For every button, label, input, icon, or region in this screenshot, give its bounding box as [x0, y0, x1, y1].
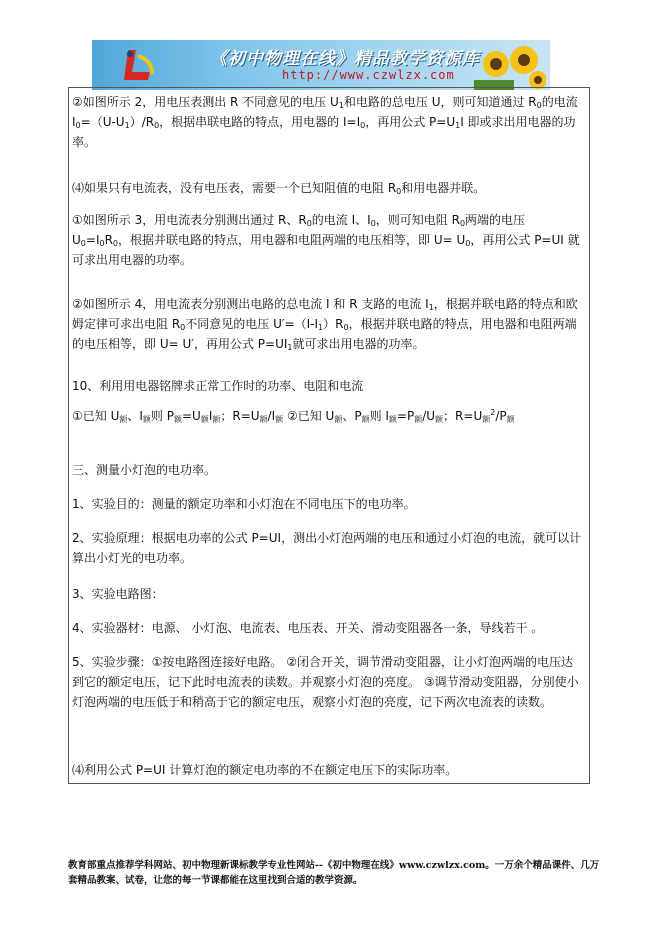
- paragraph-ammeter-only: ⑷如果只有电流表，没有电压表，需要一个已知阻值的电阻 $R_0$和用电器并联。: [72, 181, 486, 196]
- paragraph-circuit-diagram: 3、实验电路图：: [72, 587, 164, 601]
- banner-title: 《初中物理在线》精品教学资源库: [210, 49, 480, 69]
- paragraph-fig3-method: ①如图所示 3，用电流表分别测出通过 R、$R_0$的电流 I、$I_0$，则可知电阻 $R_0$两端的电压 $U_0=I_0R_0$，根据并联电路的特点，用电器和电阻两端的电压相等，即 $U= U_0$，再用公式 P=UI 就可求出用电器的功率。: [72, 213, 580, 267]
- header-banner: [92, 40, 550, 90]
- paragraph-section-10: 10、利用用电器铭牌求正常工作时的功率、电阻和电流: [72, 379, 364, 393]
- paragraph-fig2-method: ②如图所示 2，用电压表测出 R 不同意见的电压 $U_1$和电路的总电压 U，则可知道通过 $R_0$的电流 $I_0=(U-U_1)/R_0$，根据串联电路的特点，用电器的 $I=I_0$，再用公式 $P=U_1I$ 即或求出用电器的功率。: [72, 95, 578, 149]
- section-heading-measure-bulb: 三、测量小灯泡的电功率。: [72, 463, 217, 477]
- content-frame: [68, 87, 590, 784]
- paragraph-calculate-power: ⑷利用公式 P=UI 计算灯泡的额定电功率的不在额定电压下的实际功率。: [72, 763, 458, 777]
- sunflower-icon: [474, 42, 546, 90]
- paragraph-fig4-method: ②如图所示 4，用电流表分别测出电路的总电流 I 和 R 支路的电流 $I_1$，根据并联电路的特点和欧姆定律可求出电阻 $R_0$不同意见的电压 $U'=(I-I_1)R_0$，根据并联电路的特点，用电器和电阻两端的电压相等，即 U= U′，再用公式 $P=UI_1$就可求出用电器的功率。: [72, 297, 578, 352]
- site-logo-icon: [122, 46, 156, 84]
- paragraph-nameplate-formulas: ①已知 $U_额$、$I_额$则 $P_额=U_额I_额$；$R=U_额/I_额$ ②已知 $U_额$、$P_额$则 $I_额=P_额/U_额$；$R=U_额^2/P_额$: [72, 408, 515, 424]
- page-footer: 教育部重点推荐学科网站、初中物理新课标教学专业性网站--《初中物理在线》www.czwlzx.com。一万余个精品课件、几万套精品教案、试卷，让您的每一节课都能在这里找到合适的教学资源。: [68, 860, 600, 886]
- paragraph-experiment-principle: 2、实验原理：根据电功率的公式 P=UI，测出小灯泡两端的电压和通过小灯泡的电流，就可以计算出小灯光的电功率。: [72, 531, 582, 565]
- paragraph-procedure: 5、实验步骤：①按电路图连接好电路。 ②闭合开关，调节滑动变阻器，让小灯泡两端的电压达到它的额定电压，记下此时电流表的读数。并观察小灯泡的亮度。 ③调节滑动变阻器，分别使小灯泡两端的电压低于和稍高于它的额定电压，观察小灯泡的亮度，记下两次电流表的读数。: [72, 655, 579, 709]
- paragraph-experiment-purpose: 1、实验目的：测量的额定功率和小灯泡在不同电压下的电功率。: [72, 497, 416, 511]
- banner-url[interactable]: http://www.czwlzx.com: [282, 68, 455, 82]
- paragraph-equipment: 4、实验器材：电源、 小灯泡、电流表、电压表、开关、滑动变阻器各一条，导线若干 。: [72, 621, 544, 635]
